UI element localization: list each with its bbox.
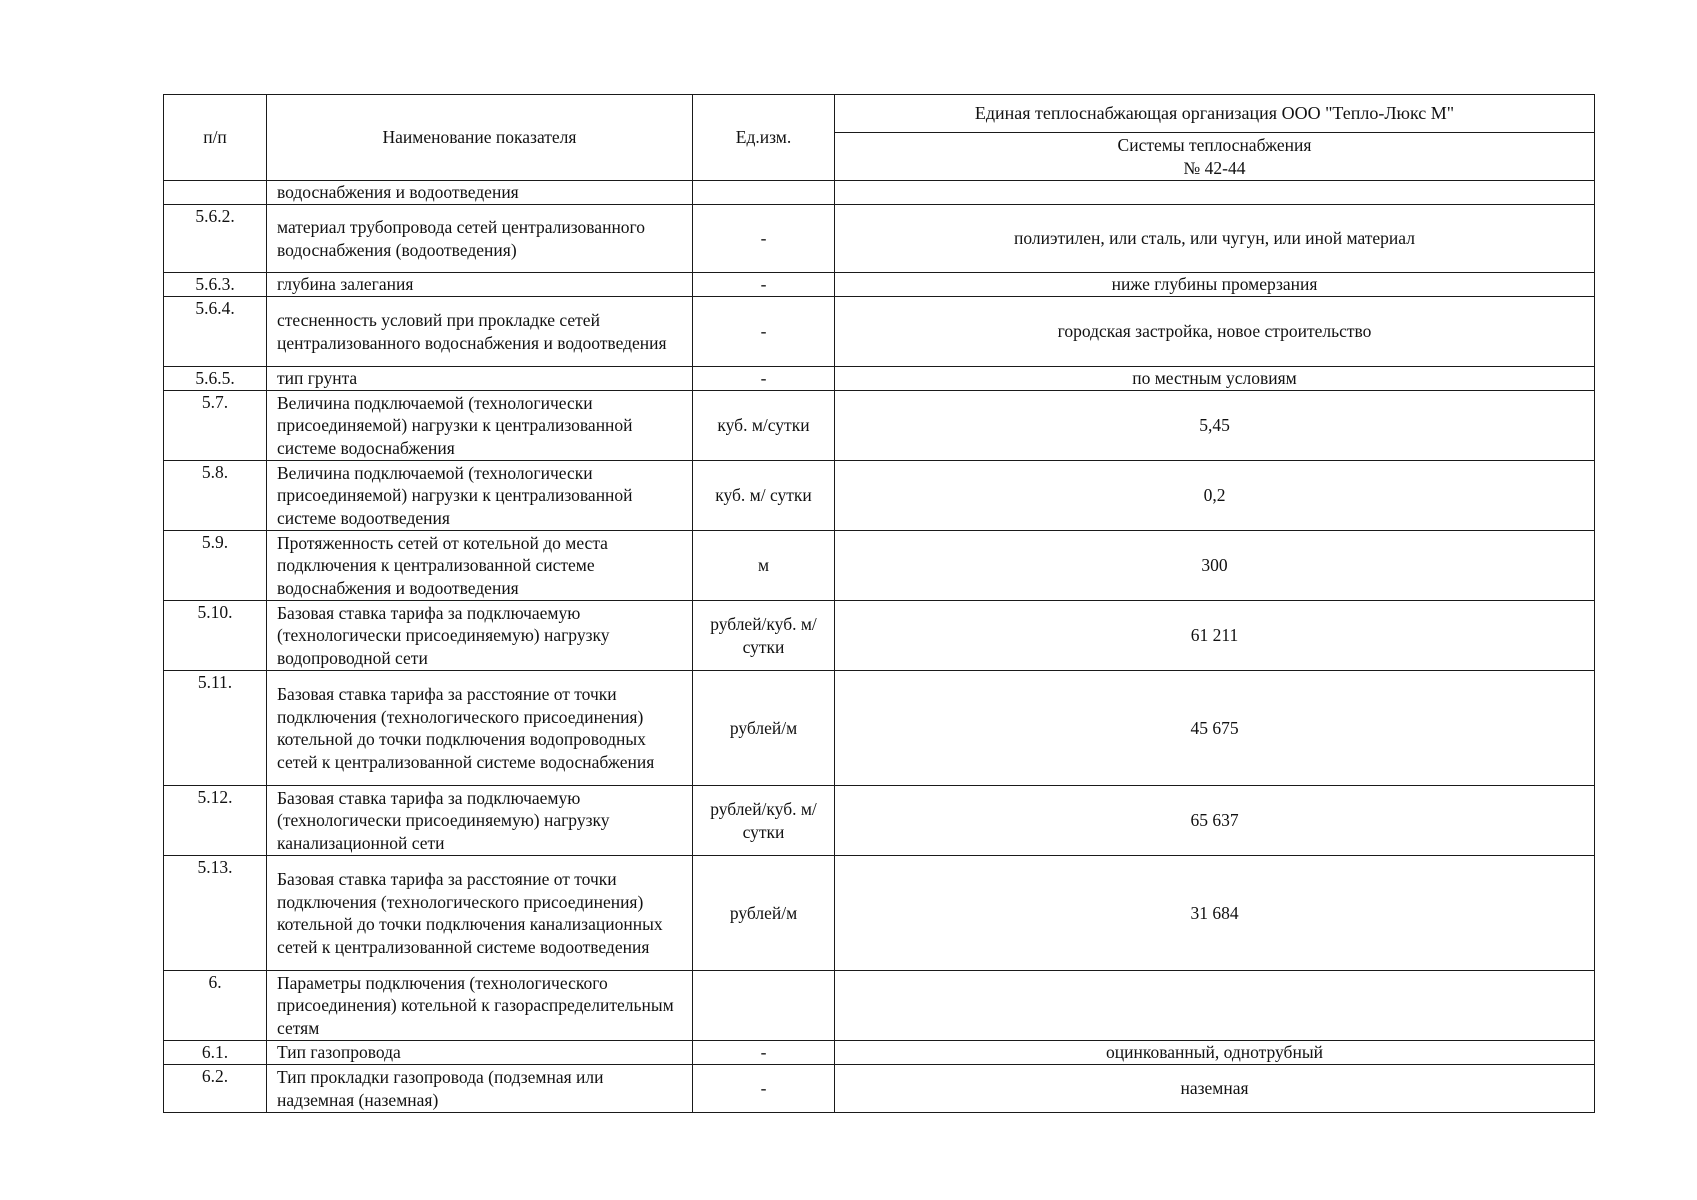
row-num: 5.6.5. (164, 367, 267, 391)
table-row (164, 367, 1595, 391)
row-value: ниже глубины промерзания (835, 273, 1595, 297)
table-row (164, 856, 1595, 971)
table-row (164, 531, 1595, 601)
row-value: 65 637 (835, 786, 1595, 856)
row-value: 45 675 (835, 671, 1595, 786)
table-row (164, 205, 1595, 273)
header-systems-line2: № 42-44 (1183, 157, 1246, 178)
row-name: Базовая ставка тарифа за подключаемую (технологически присоединяемую) нагрузку канализационной сети (267, 786, 693, 856)
row-unit: куб. м/сутки (693, 391, 835, 461)
table-row (164, 671, 1595, 786)
row-name: тип грунта (267, 367, 693, 391)
row-unit: - (693, 1065, 835, 1113)
row-unit: рублей/куб. м/сутки (693, 601, 835, 671)
header-org: Единая теплоснабжающая организация ООО "Тепло-Люкс М" (835, 95, 1595, 133)
table-row (164, 181, 1595, 205)
row-num: 6.1. (164, 1041, 267, 1065)
row-value: 5,45 (835, 391, 1595, 461)
row-unit (693, 971, 835, 1041)
row-name: Базовая ставка тарифа за расстояние от точки подключения (технологического присоединения) котельной до точки подключения канализационных сетей к централизованной системе водоотведения (267, 856, 693, 971)
header-systems (835, 133, 1595, 181)
row-unit: рублей/куб. м/сутки (693, 786, 835, 856)
row-name: Тип газопровода (267, 1041, 693, 1065)
row-value: 31 684 (835, 856, 1595, 971)
row-unit: рублей/м (693, 856, 835, 971)
row-name: материал трубопровода сетей централизованного водоснабжения (водоотведения) (267, 205, 693, 273)
row-num: 5.9. (164, 531, 267, 601)
row-name: водоснабжения и водоотведения (267, 181, 693, 205)
table-row (164, 786, 1595, 856)
row-unit (693, 181, 835, 205)
table-row (164, 391, 1595, 461)
row-num: 5.6.3. (164, 273, 267, 297)
row-value: 0,2 (835, 461, 1595, 531)
table-row (164, 601, 1595, 671)
table-row (164, 971, 1595, 1041)
row-num: 6.2. (164, 1065, 267, 1113)
header-unit: Ед.изм. (693, 95, 835, 181)
row-unit: м (693, 531, 835, 601)
row-value (835, 971, 1595, 1041)
row-unit: - (693, 367, 835, 391)
table-row (164, 273, 1595, 297)
row-name: Параметры подключения (технологического присоединения) котельной к газораспределительным сетям (267, 971, 693, 1041)
row-name: Величина подключаемой (технологически присоединяемой) нагрузки к централизованной системе водоотведения (267, 461, 693, 531)
row-value: городская застройка, новое строительство (835, 297, 1595, 367)
row-value: оцинкованный, однотрубный (835, 1041, 1595, 1065)
row-unit: куб. м/ сутки (693, 461, 835, 531)
header-num: п/п (164, 95, 267, 181)
row-name: Величина подключаемой (технологически присоединяемой) нагрузки к централизованной системе водоснабжения (267, 391, 693, 461)
row-value: наземная (835, 1065, 1595, 1113)
row-num: 5.8. (164, 461, 267, 531)
row-value: 61 211 (835, 601, 1595, 671)
table-row (164, 1041, 1595, 1065)
row-name: глубина залегания (267, 273, 693, 297)
row-name: Базовая ставка тарифа за подключаемую (технологически присоединяемую) нагрузку водопроводной сети (267, 601, 693, 671)
row-num: 5.6.2. (164, 205, 267, 273)
row-unit: - (693, 297, 835, 367)
table-row (164, 461, 1595, 531)
row-name: Тип прокладки газопровода (подземная или надземная (наземная) (267, 1065, 693, 1113)
row-name: Базовая ставка тарифа за расстояние от точки подключения (технологического присоединения) котельной до точки подключения водопроводных сетей к централизованной системе водоснабжения (267, 671, 693, 786)
row-unit: - (693, 205, 835, 273)
table-row (164, 1065, 1595, 1113)
row-name: стесненность условий при прокладке сетей централизованного водоснабжения и водоотведения (267, 297, 693, 367)
table-row (164, 297, 1595, 367)
row-name: Протяженность сетей от котельной до места подключения к централизованной системе водоснабжения и водоотведения (267, 531, 693, 601)
row-num: 5.6.4. (164, 297, 267, 367)
row-unit: - (693, 273, 835, 297)
row-num: 5.10. (164, 601, 267, 671)
row-unit: - (693, 1041, 835, 1065)
row-num: 5.13. (164, 856, 267, 971)
row-num (164, 181, 267, 205)
row-num: 5.7. (164, 391, 267, 461)
row-value: полиэтилен, или сталь, или чугун, или иной материал (835, 205, 1595, 273)
row-num: 6. (164, 971, 267, 1041)
row-value: 300 (835, 531, 1595, 601)
row-value (835, 181, 1595, 205)
row-num: 5.12. (164, 786, 267, 856)
indicators-table (163, 94, 1595, 1113)
row-unit: рублей/м (693, 671, 835, 786)
header-systems-line1: Системы теплоснабжения (1117, 135, 1312, 155)
header-name: Наименование показателя (267, 95, 693, 181)
row-value: по местным условиям (835, 367, 1595, 391)
row-num: 5.11. (164, 671, 267, 786)
